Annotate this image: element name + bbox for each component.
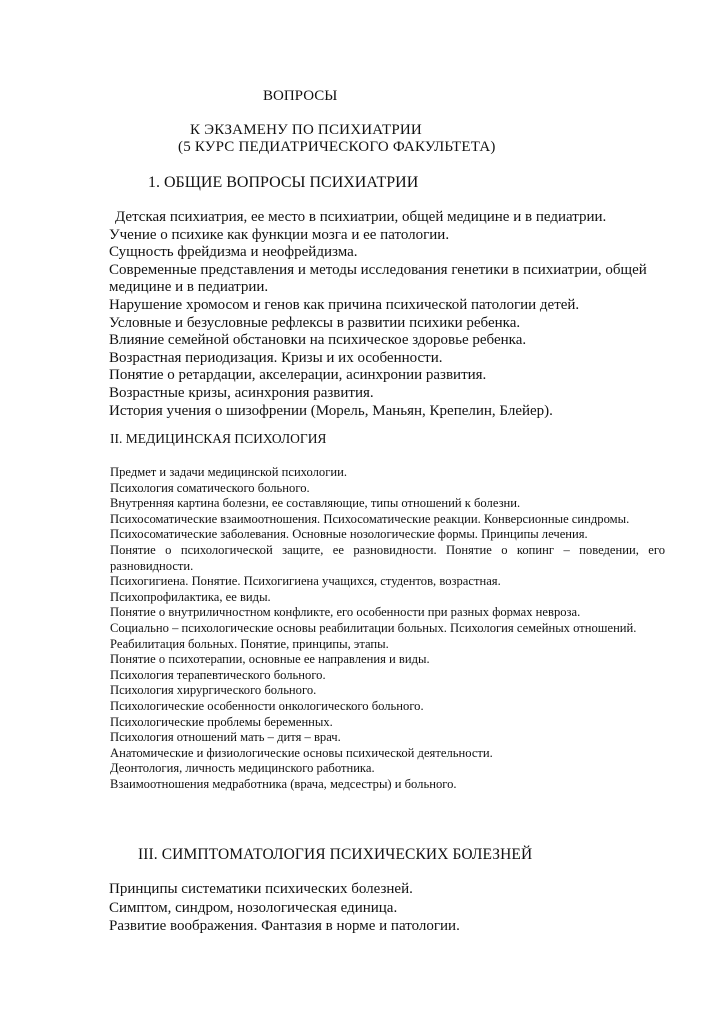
list-item: Условные и безусловные рефлексы в развитии психики ребенка. (109, 314, 521, 331)
list-item: Симптом, синдром, нозологическая единица. (109, 899, 398, 916)
list-item: Предмет и задачи медицинской психологии. (110, 465, 348, 479)
document-subtitle-line2: (5 КУРС ПЕДИАТРИЧЕСКОГО ФАКУЛЬТЕТА) (178, 139, 496, 155)
list-item: Психосоматические взаимоотношения. Психосоматические реакции. Конверсионные синдромы. (110, 511, 630, 526)
list-item: Учение о психике как функции мозга и ее патологии. (109, 226, 450, 243)
list-item: Психологические особенности онкологического больного. (110, 698, 424, 713)
section2-heading: II. МЕДИЦИНСКАЯ ПСИХОЛОГИЯ (110, 431, 327, 446)
list-item: Психология отношений мать – дитя – врач. (110, 730, 341, 745)
list-item: Анатомические и физиологические основы психической деятельности. (110, 745, 493, 760)
list-item: Возрастные кризы, асинхрония развития. (109, 384, 374, 401)
list-item: Социально – психологические основы реабилитации больных. Психология семейных отношений. (110, 620, 637, 635)
list-item: Психология хирургического больного. (110, 683, 317, 698)
list-item: Детская психиатрия, ее место в психиатрии, общей медицине и в педиатрии. (115, 209, 607, 225)
list-item: Понятие о психологической защите, ее разновидности. Понятие о копинг – поведении, его разновидности. (110, 542, 665, 573)
list-item: Реабилитация больных. Понятие, принципы, этапы. (110, 636, 389, 651)
list-item: Возрастная периодизация. Кризы и их особенности. (109, 349, 443, 366)
list-item: Сущность фрейдизма и неофрейдизма. (109, 244, 358, 261)
document-subtitle-line1: К ЭКЗАМЕНУ ПО ПСИХИАТРИИ (190, 122, 422, 138)
list-item: Психологические проблемы беременных. (110, 714, 333, 729)
list-item: Психопрофилактика, ее виды. (110, 589, 271, 604)
list-item: Психология соматического больного. (110, 480, 310, 495)
list-item: Понятие о психотерапии, основные ее направления и виды. (110, 652, 430, 667)
list-item: Современные представления и методы исследования генетики в психиатрии, общей (109, 261, 647, 278)
list-item: Понятие о внутриличностном конфликте, его особенности при разных формах невроза. (110, 605, 581, 620)
list-item: Психология терапевтического больного. (110, 667, 326, 682)
list-item: Нарушение хромосом и генов как причина психической патологии детей. (109, 296, 580, 313)
list-item: Развитие воображения. Фантазия в норме и патологии. (109, 918, 460, 934)
list-item: Деонтология, личность медицинского работника. (110, 761, 375, 776)
list-item: История учения о шизофрении (Морель, Маньян, Крепелин, Блейер). (109, 402, 553, 419)
list-item: Понятие о ретардации, акселерации, асинхронии развития. (109, 367, 487, 384)
section3-heading: III. СИМПТОМАТОЛОГИЯ ПСИХИЧЕСКИХ БОЛЕЗНЕЙ (138, 846, 533, 863)
list-item: Взаимоотношения медработника (врача, медсестры) и больного. (110, 776, 457, 791)
list-item: Влияние семейной обстановки на психическое здоровье ребенка. (109, 332, 527, 349)
section2-list (110, 465, 665, 792)
list-item: Принципы систематики психических болезней. (109, 881, 413, 897)
list-item: Психогигиена. Понятие. Психогигиена учащихся, студентов, возрастная. (110, 574, 501, 589)
section3-list (109, 880, 669, 936)
list-item: Психосоматические заболевания. Основные нозологические формы. Принципы лечения. (110, 527, 588, 542)
list-item: Внутренняя картина болезни, ее составляющие, типы отношений к болезни. (110, 496, 521, 511)
document-title: ВОПРОСЫ (263, 88, 338, 104)
section1-heading: 1. ОБЩИЕ ВОПРОСЫ ПСИХИАТРИИ (148, 174, 419, 191)
section1-list (109, 209, 669, 420)
list-item: медицине и в педиатрии. (109, 279, 269, 296)
